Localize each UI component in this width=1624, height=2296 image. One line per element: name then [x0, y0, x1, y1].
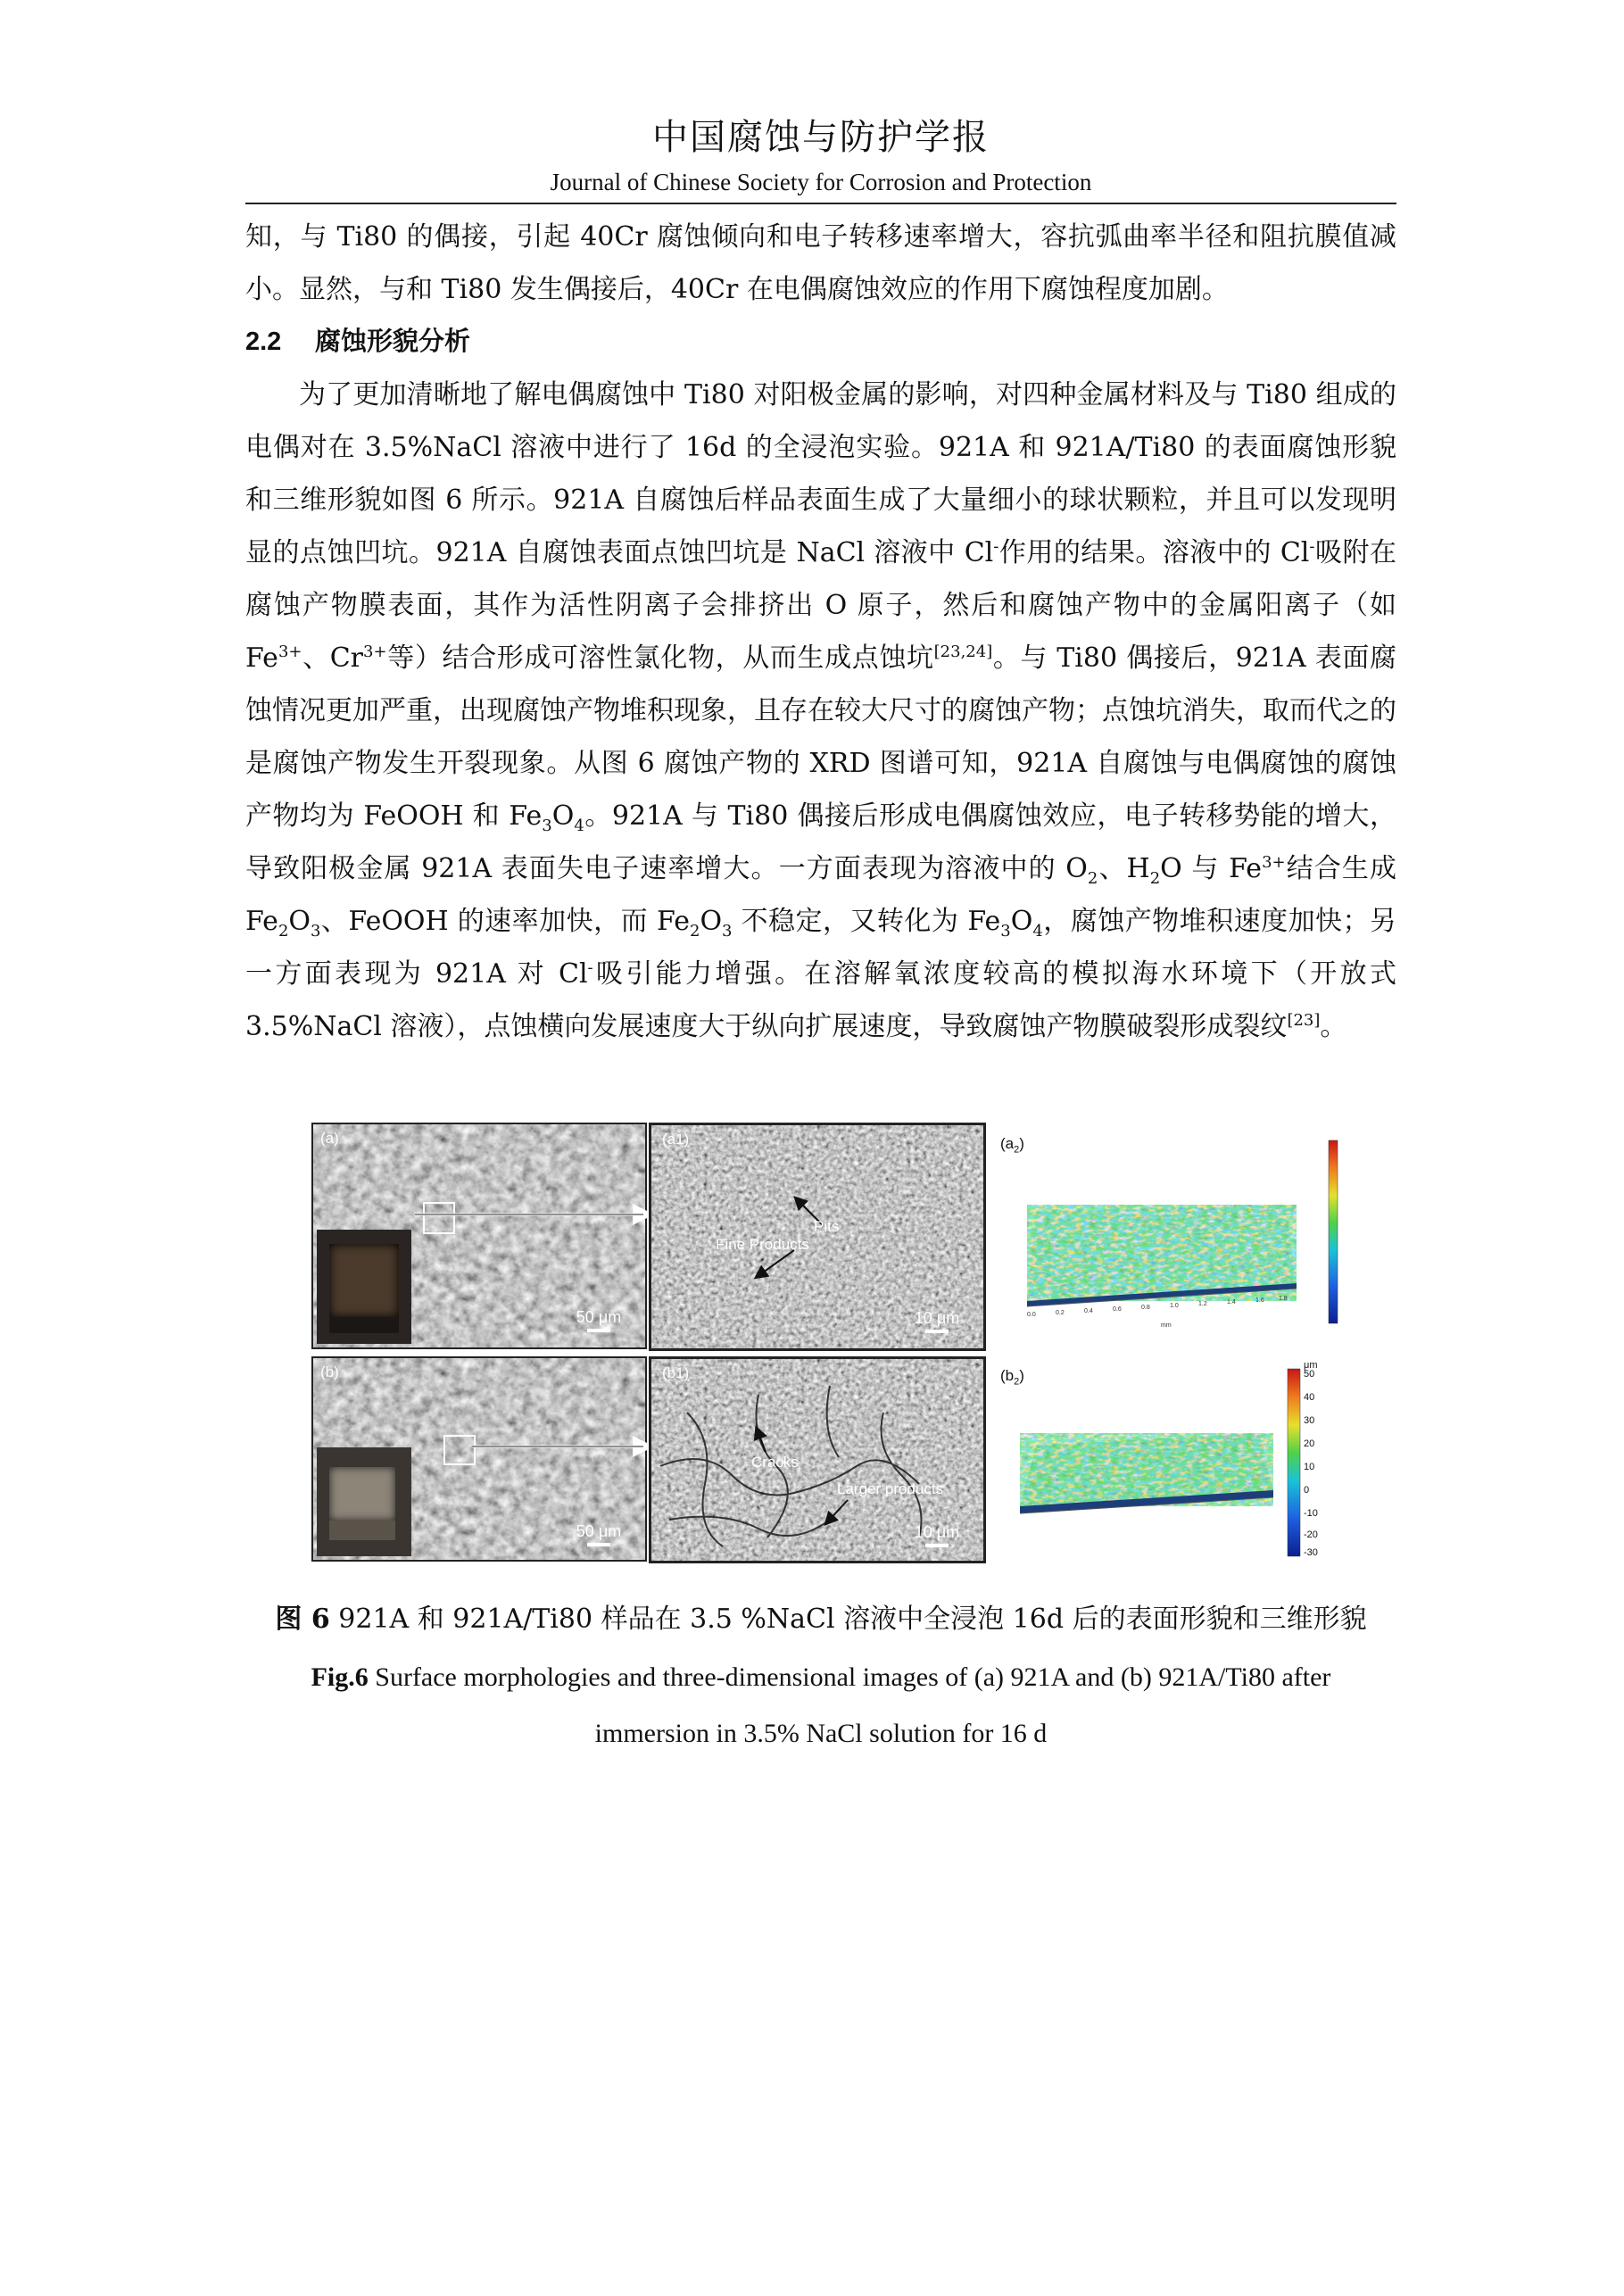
superscript: - [587, 958, 593, 977]
superscript: - [993, 537, 999, 556]
scale-label: 10 μm [914, 1523, 960, 1541]
subscript: 3 [542, 816, 552, 835]
axis-tick: 0.6 [1113, 1306, 1122, 1313]
colorbar-tick: 50 [1304, 1369, 1315, 1380]
figure-caption-en-line2: immersion in 3.5% NaCl solution for 16 d [594, 1719, 1048, 1748]
paragraph-2 [245, 369, 1396, 1053]
subscript: 2 [1149, 869, 1161, 888]
subscript: 2 [1087, 869, 1098, 888]
citation[interactable]: [23] [1287, 1011, 1321, 1030]
3d-profile-b2 [1000, 1356, 1396, 1560]
panel-label-a: (a) [320, 1130, 339, 1147]
journal-title-en: Journal of Chinese Society for Corrosion and Protection [550, 169, 1092, 195]
colorbar-tick: 20 [1304, 1438, 1315, 1449]
colorbar-tick: 40 [1304, 1392, 1315, 1403]
colorbar-tick: 0 [1304, 1485, 1310, 1496]
journal-title-cn: 中国腐蚀与防护学报 [652, 117, 990, 158]
annotation-pits: Pits [814, 1218, 840, 1235]
axis-tick: 1.8 [1279, 1296, 1288, 1302]
section-heading [245, 319, 1396, 365]
figure-caption-cn [245, 1600, 1396, 1639]
text-run: 等）结合形成可溶性氯化物，从而生成点蚀坑 [386, 642, 934, 674]
superscript: 3+ [1262, 853, 1286, 872]
journal-header [245, 114, 1396, 198]
axis-tick: 1.6 [1255, 1297, 1264, 1304]
text-run: 、FeOOH 的速率加快，而 Fe [320, 906, 690, 937]
text-run: O [551, 800, 575, 832]
colorbar-unit: μm [1304, 1360, 1318, 1371]
caption-label-en: Fig.6 [311, 1662, 369, 1692]
colorbar-tick: -30 [1304, 1547, 1318, 1558]
header-rule [245, 203, 1396, 204]
text-run: O [288, 906, 311, 937]
scale-label: 50 μm [576, 1522, 622, 1540]
axis-tick: 1.2 [1198, 1301, 1207, 1307]
subscript: 2 [689, 922, 700, 941]
paragraph-1: 知，与 Ti80 的偶接，引起 40Cr 腐蚀倾向和电子转移速率增大，容抗弧曲率半径和阻抗膜值减小。显然，与和 Ti80 发生偶接后，40Cr 在电偶腐蚀效应的作用下腐蚀程度加剧。 [245, 221, 1396, 305]
scale-label: 10 μm [914, 1309, 960, 1327]
axis-tick: 0.0 [1027, 1312, 1036, 1318]
text-run: 吸引能力增强。在溶解氧浓度较高的模拟海水环境下（开放式 3.5%NaCl 溶液），点蚀横向发展速度大于纵向扩展速度，导致腐蚀产物膜破裂形成裂纹 [245, 958, 1396, 1042]
text-run: 作用的结果。溶液中的 Cl [998, 537, 1310, 568]
annotation-cracks: Cracks [751, 1454, 799, 1471]
superscript: 3+ [363, 642, 387, 661]
section-title: 腐蚀形貌分析 [315, 327, 471, 356]
subscript: 3 [1000, 922, 1011, 941]
panel-label-b2: $(b_2)$ [1000, 1367, 1024, 1388]
text-run: 吸附在腐蚀产物膜表面，其作为活性阴离子会排挤出 O 原子，然后和腐蚀产物中的金属阳离子（如 Fe [245, 537, 1396, 674]
text-run: ，腐蚀产物堆积速度加快；另一方面表现为 921A 对 Cl [245, 906, 1396, 990]
text-run: 为了更加清晰地了解电偶腐蚀中 Ti80 对阳极金属的影响，对四种金属材料及与 Ti80 组成的电偶对在 3.5%NaCl 溶液中进行了 16d 的全浸泡实验。921A 和 921A/Ti80 的表面腐蚀形貌和三维形貌如图 6 所示。921A 自腐蚀后样品表面生成了大量细小的球状颗粒，并且可以发现明显的点蚀凹坑。921A 自腐蚀表面点蚀凹坑是 NaCl 溶液中 Cl [245, 379, 1396, 568]
figure-6 [245, 1123, 1396, 1560]
section-number: 2.2 [245, 327, 282, 356]
panel-label-a2: $(a_2)$ [1000, 1135, 1024, 1156]
panel-label-a1: (a1) [662, 1131, 690, 1148]
figure-caption-en [245, 1658, 1396, 1697]
text-run: 不稳定，又转化为 Fe [732, 906, 1001, 937]
axis-tick: 0.2 [1056, 1310, 1065, 1316]
text-run: 结合生成 Fe [245, 853, 1396, 937]
annotation-fine-products: Fine Products [716, 1236, 809, 1253]
subscript: 3 [722, 922, 733, 941]
text-run: 、Cr [302, 642, 364, 674]
annotation-larger-products: Larger products [837, 1480, 944, 1497]
axis-tick: 1.4 [1227, 1299, 1236, 1305]
text-run: O 与 Fe [1160, 853, 1263, 884]
superscript: 3+ [278, 642, 302, 661]
text-run: 。 [1320, 1011, 1347, 1042]
axis-tick: 1.0 [1170, 1303, 1179, 1309]
colorbar-tick: 30 [1304, 1415, 1315, 1426]
caption-text-en-1: Surface morphologies and three-dimensional images of (a) 921A and (b) 921A/Ti80 after [368, 1662, 1331, 1692]
colorbar-tick: -10 [1304, 1508, 1318, 1519]
scale-bar-b1 [910, 1523, 964, 1547]
text-run: O [700, 906, 723, 937]
caption-text-cn: 921A 和 921A/Ti80 样品在 3.5 %NaCl 溶液中全浸泡 16d 后的表面形貌和三维形貌 [329, 1604, 1367, 1635]
colorbar-tick: -20 [1304, 1529, 1318, 1540]
colorbar-tick: 10 [1304, 1462, 1315, 1472]
subscript: 4 [1032, 922, 1043, 941]
subscript: 4 [574, 816, 584, 835]
text-run: 。与 Ti80 偶接后，921A 表面腐蚀情况更加严重，出现腐蚀产物堆积现象，且存在较大尺寸的腐蚀产物；点蚀坑消失，取而代之的是腐蚀产物发生开裂现象。从图 6 腐蚀产物的 XRD 图谱可知，921A 自腐蚀与电偶腐蚀的腐蚀产物均为 FeOOH 和 Fe [245, 642, 1397, 832]
panel-label-b1: (b1) [662, 1364, 690, 1381]
body-text [245, 211, 1396, 1053]
axis-tick: 0.4 [1084, 1308, 1093, 1314]
caption-label-cn: 图 6 [275, 1604, 330, 1635]
panel-label-b: (b) [320, 1364, 339, 1380]
superscript: - [1309, 537, 1315, 556]
text-run: O [1010, 906, 1033, 937]
subscript: 2 [278, 922, 289, 941]
sem-image-b1 [649, 1356, 986, 1563]
subscript: 3 [311, 922, 321, 941]
scale-label: 50 μm [576, 1308, 622, 1326]
text-run: 。921A 与 Ti80 偶接后形成电偶腐蚀效应，电子转移势能的增大，导致阳极金属 921A 表面失电子速率增大。一方面表现为溶液中的 O [245, 800, 1396, 884]
citation[interactable]: [23,24] [933, 642, 993, 661]
axis-tick: 0.8 [1141, 1305, 1150, 1311]
axis-unit: mm [1161, 1322, 1172, 1329]
text-run: 、H [1098, 853, 1150, 884]
